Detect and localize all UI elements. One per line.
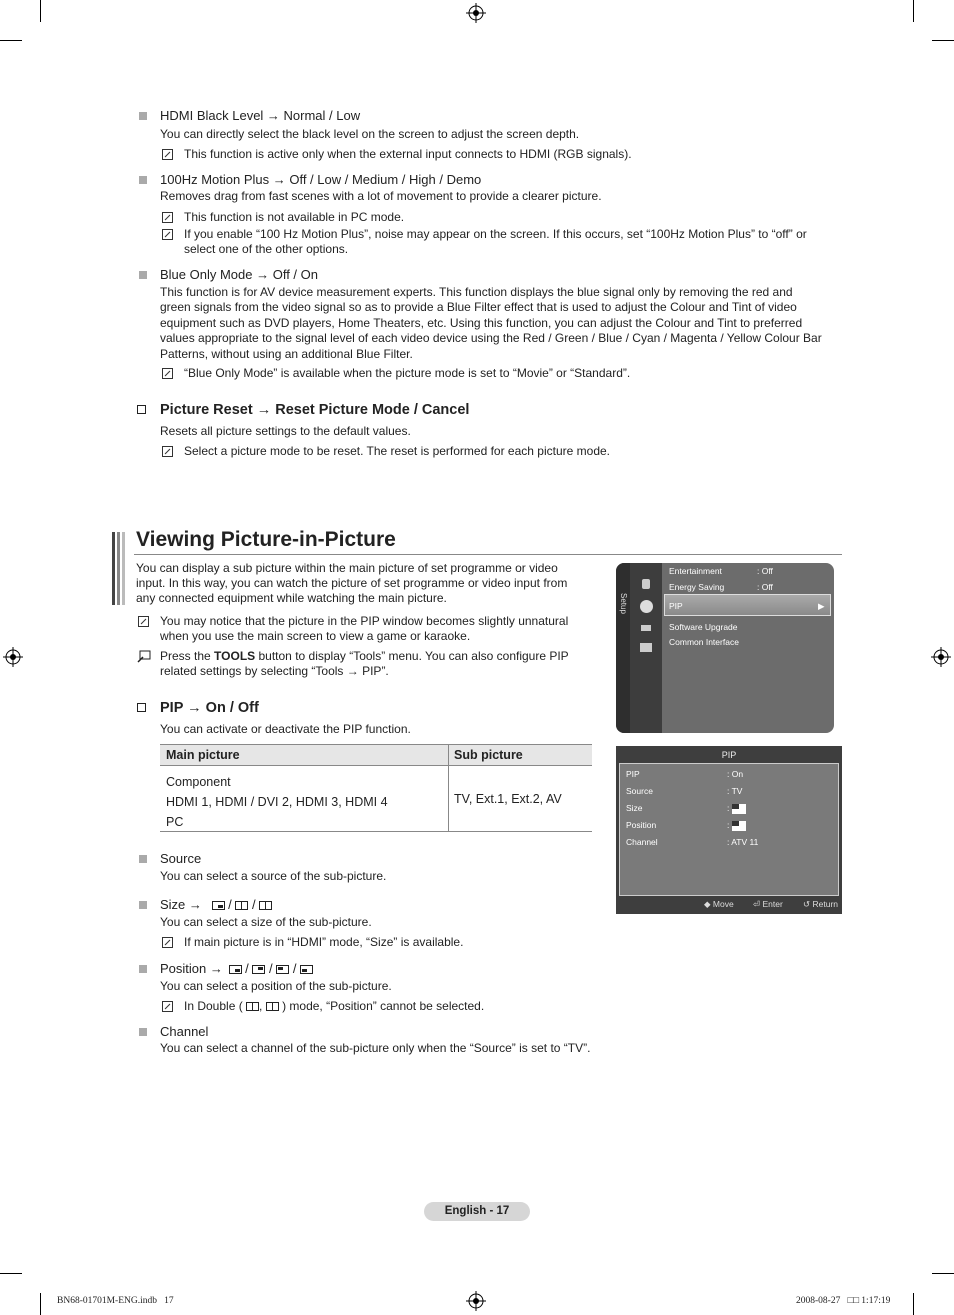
note-icon — [162, 937, 173, 948]
table-main-cell: Component HDMI 1, HDMI / DVI 2, HDMI 3, HDMI 4 PC — [166, 775, 388, 829]
section-note: You may notice that the picture in the PIP window becomes slightly unnatural when you use the main screen to view a game or karaoke. — [160, 614, 569, 644]
enter-icon: ⏎ — [753, 899, 761, 909]
double-mode-icon — [246, 1002, 259, 1011]
pip-row-channel-value: : ATV 11 — [727, 837, 759, 847]
crop-mark — [0, 1273, 22, 1274]
menu-item-software-upgrade[interactable]: Software Upgrade — [669, 622, 738, 632]
print-date: 2008-08-27 □□ 1:17:19 — [796, 1296, 891, 1306]
blue-only-desc: This function is for AV device measurement experts. This function displays the blue signal only by removing the red and green signals from the video signal so as to provide a Blue Filter effect that is used to adjust the Colour and Tint of video equipment such as DVD players, Home Theaters, etc. Using this function, you can adjust the Colour and Tint to preferred values appropriate to the signal level of each video device using the Red / Green / Blue / Cyan / Magenta / Yellow Colour Bar Patterns, without using an additional Blue Filter. — [160, 285, 822, 361]
size-title: Size → — [160, 897, 202, 912]
file-name: BN68-01701M-ENG.indb 17 — [57, 1296, 174, 1306]
channel-title: Channel — [160, 1024, 209, 1039]
registration-mark-icon — [3, 647, 23, 667]
position-title-row — [160, 961, 313, 977]
pip-row-source[interactable]: Source — [626, 786, 653, 796]
source-title: Source — [160, 851, 202, 866]
separator: / — [252, 897, 256, 912]
pip-row-size-value: : — [727, 803, 730, 813]
pip-row-position[interactable]: Position — [626, 820, 657, 830]
checkbox-bullet-icon — [137, 405, 146, 414]
size-icon — [732, 804, 746, 814]
note-icon — [162, 212, 173, 223]
setup-side-strip — [616, 563, 630, 733]
position-title: Position → — [160, 961, 223, 976]
move-arrows-icon: ◆ — [704, 899, 711, 909]
motion-plus-desc: Removes drag from fast scenes with a lot of movement to provide a clearer picture. — [160, 189, 602, 203]
bullet-icon — [139, 1028, 147, 1036]
picture-reset-note: Select a picture mode to be reset. The reset is performed for each picture mode. — [184, 444, 610, 458]
channel-desc: You can select a channel of the sub-picture only when the “Source” is set to “TV”. — [160, 1041, 591, 1055]
picture-reset-desc: Resets all picture settings to the default values. — [160, 424, 411, 438]
bullet-icon — [139, 112, 147, 120]
pip-row-size[interactable]: Size — [626, 803, 643, 813]
size-title-row — [160, 897, 272, 913]
motion-plus-note-2-cont: select one of the other options. — [184, 242, 349, 256]
position-icon — [732, 821, 746, 831]
note-icon — [162, 446, 173, 457]
size-note: If main picture is in “HDMI” mode, “Size” is available. — [184, 935, 464, 949]
tools-icon — [137, 650, 151, 663]
enter-hint: ⏎ Enter — [753, 899, 783, 909]
separator: / — [228, 897, 232, 912]
pip-row-position-value: : — [727, 820, 730, 830]
crop-mark — [40, 0, 41, 22]
menu-highlight — [664, 594, 831, 616]
section-bar — [122, 532, 125, 605]
size-double-vertical-icon — [259, 901, 272, 910]
section-bar — [112, 532, 115, 605]
note-icon — [138, 616, 149, 627]
pip-source-table — [160, 744, 592, 832]
table-sub-cell: TV, Ext.1, Ext.2, AV — [454, 792, 562, 806]
pip-row-channel[interactable]: Channel — [626, 837, 658, 847]
setup-menu-screen — [616, 563, 834, 733]
pip-row-pip-value: : On — [727, 769, 744, 779]
separator: / — [292, 961, 297, 976]
crop-mark — [913, 1293, 914, 1315]
registration-mark-icon — [466, 1291, 486, 1311]
pip-menu-title: PIP — [721, 750, 737, 760]
crop-mark — [932, 1273, 954, 1274]
crop-mark — [40, 1293, 41, 1315]
picture-reset-title: Picture Reset → Reset Picture Mode / Cancel — [160, 402, 470, 418]
pip-menu-screen — [616, 746, 842, 914]
note-icon — [162, 1001, 173, 1012]
note-icon — [162, 368, 173, 379]
pip-onoff-title: PIP → On / Off — [160, 700, 259, 716]
bullet-icon — [139, 965, 147, 973]
position-bottom-left-icon — [300, 965, 313, 974]
bullet-icon — [139, 271, 147, 279]
return-hint: ↺ Return — [803, 899, 839, 909]
menu-item-common-interface[interactable]: Common Interface — [669, 637, 739, 647]
checkbox-bullet-icon — [137, 703, 146, 712]
registration-mark-icon — [931, 647, 951, 667]
source-desc: You can select a source of the sub-picture. — [160, 869, 387, 883]
hdmi-black-title: HDMI Black Level → Normal / Low — [160, 108, 361, 123]
separator: / — [269, 961, 273, 976]
double-mode-icon — [266, 1002, 279, 1011]
hdmi-black-note: This function is active only when the external input connects to HDMI (RGB signals). — [184, 147, 632, 161]
support-icon — [640, 643, 652, 652]
menu-item-pip-arrow-icon: ▶ — [818, 601, 825, 611]
position-top-left-icon — [276, 965, 289, 974]
input-icon — [641, 625, 651, 631]
tools-note: Press the TOOLS button to display “Tools” menu. You can also configure PIP related settings by selecting “Tools → PIP”. — [160, 649, 569, 679]
setup-gear-icon — [640, 600, 653, 613]
table-header-sub: Sub picture — [454, 748, 523, 762]
size-small-icon — [212, 901, 225, 910]
motion-plus-title: 100Hz Motion Plus → Off / Low / Medium / High / Demo — [160, 172, 482, 187]
section-divider — [134, 554, 842, 555]
blue-only-note: “Blue Only Mode” is available when the picture mode is set to “Movie” or “Standard”. — [184, 366, 631, 380]
pip-onoff-desc: You can activate or deactivate the PIP function. — [160, 722, 411, 736]
menu-item-entertainment[interactable]: Entertainment — [669, 566, 722, 576]
crop-mark — [0, 40, 22, 41]
registration-mark-icon — [466, 3, 486, 23]
crop-mark — [913, 0, 914, 22]
setup-side-label: Setup — [619, 593, 628, 614]
section-bar — [117, 532, 120, 605]
menu-item-entertainment-value: : Off — [757, 566, 773, 576]
table-header-main: Main picture — [166, 748, 240, 762]
bullet-icon — [139, 855, 147, 863]
move-hint: ◆ Move — [704, 899, 734, 909]
picture-icon — [642, 579, 650, 589]
bullet-icon — [139, 176, 147, 184]
pip-row-pip[interactable]: PIP — [626, 769, 640, 779]
menu-item-energy-saving[interactable]: Energy Saving — [669, 582, 725, 592]
bullet-icon — [139, 901, 147, 909]
section-intro: You can display a sub picture within the main picture of set programme or video input. In this way, you can watch the picture of set programme or video input from any connected equipment while watching the main picture. — [136, 561, 568, 606]
separator: / — [245, 961, 249, 976]
position-bottom-right-icon — [229, 965, 242, 974]
position-note: In Double ( , ) mode, “Position” cannot be selected. — [184, 999, 485, 1013]
menu-item-pip[interactable]: PIP — [669, 601, 683, 611]
return-icon: ↺ — [803, 899, 811, 909]
motion-plus-note-2: If you enable “100 Hz Motion Plus”, noise may appear on the screen. If this occurs, set “100Hz Motion Plus” to “off” or — [184, 227, 807, 241]
motion-plus-note-1: This function is not available in PC mode. — [184, 210, 405, 224]
note-icon — [162, 229, 173, 240]
size-double-horizontal-icon — [235, 901, 248, 910]
pip-row-source-value: : TV — [727, 786, 743, 796]
table-col-divider — [448, 744, 449, 832]
blue-only-title: Blue Only Mode → Off / On — [160, 267, 318, 282]
section-title: Viewing Picture-in-Picture — [136, 528, 396, 551]
crop-mark — [932, 40, 954, 41]
size-desc: You can select a size of the sub-picture. — [160, 915, 372, 929]
note-icon — [162, 149, 173, 160]
menu-item-energy-saving-value: : Off — [757, 582, 773, 592]
position-top-right-icon — [252, 965, 265, 974]
hdmi-black-desc: You can directly select the black level on the screen to adjust the screen depth. — [160, 127, 580, 141]
position-desc: You can select a position of the sub-picture. — [160, 979, 392, 993]
page-number-badge: English - 17 — [424, 1202, 530, 1221]
